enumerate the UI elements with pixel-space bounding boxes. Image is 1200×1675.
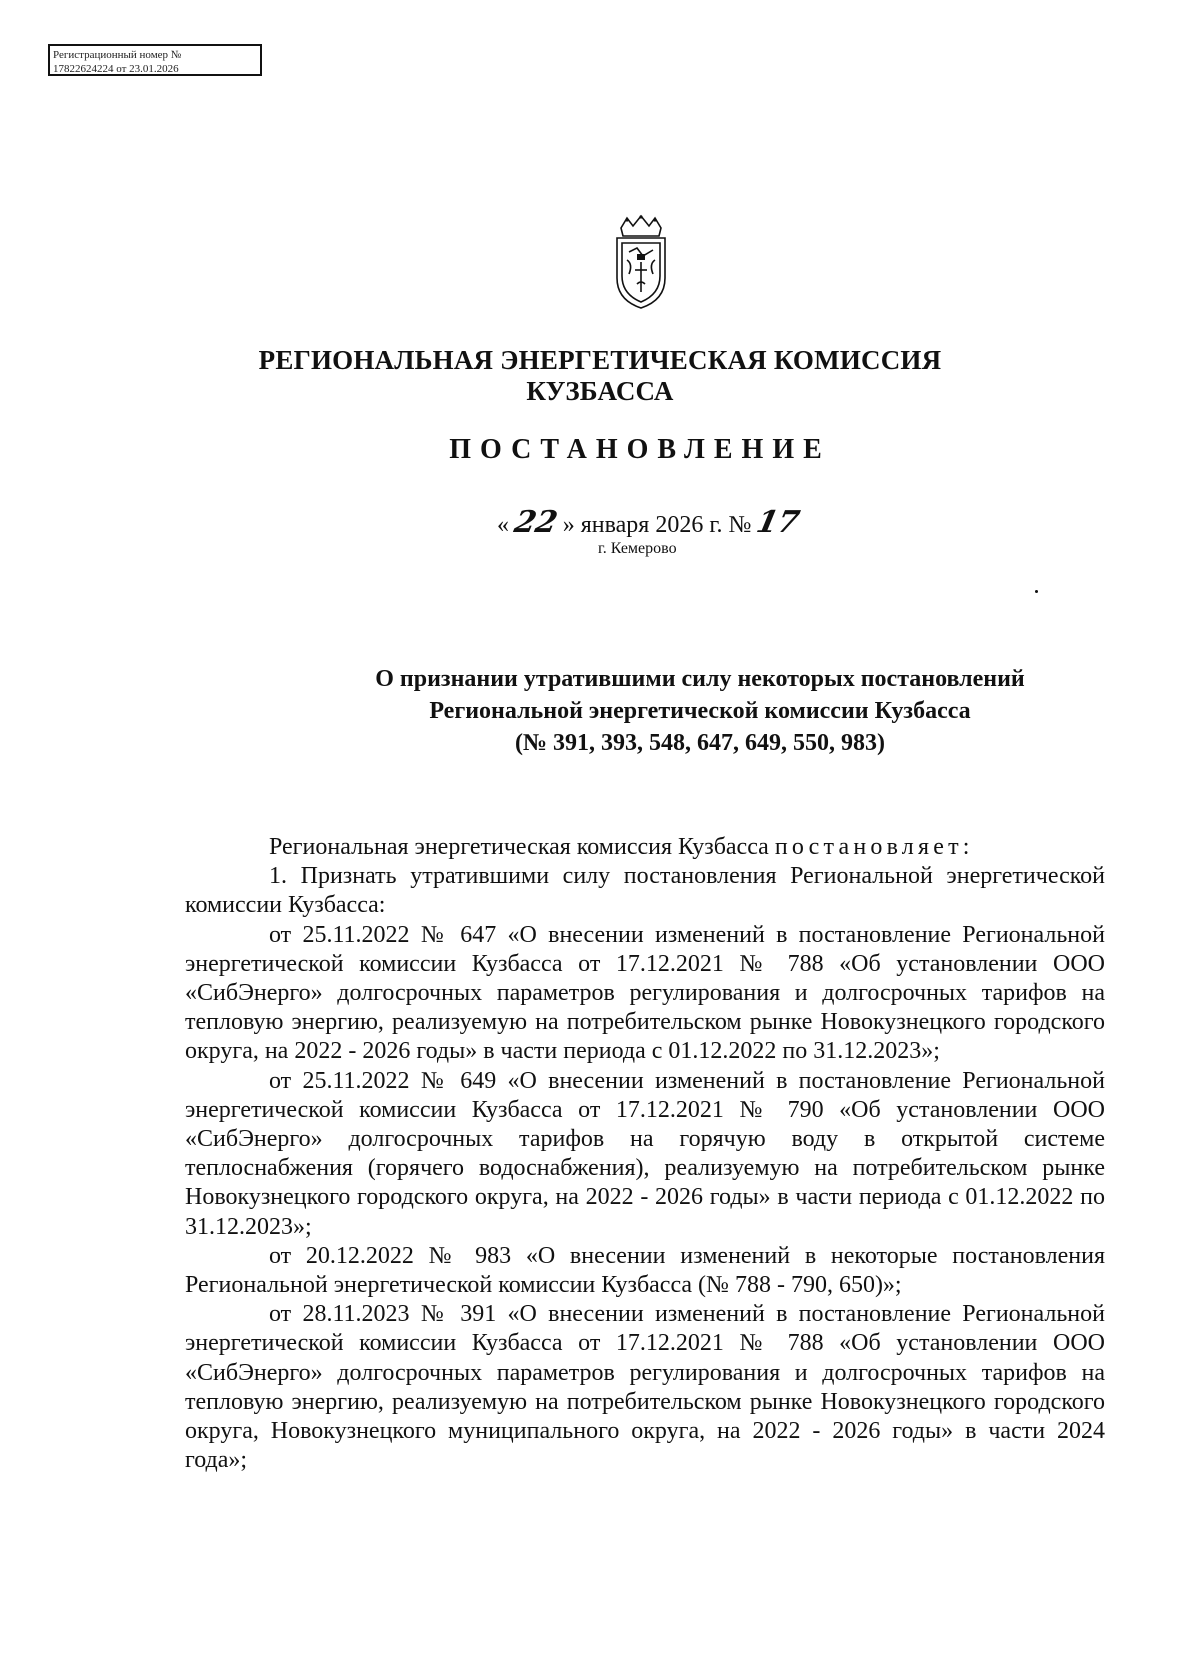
body-paragraph-983: от 20.12.2022 № 983 «О внесении изменений в некоторые постановления Региональной энергетической комиссии Кузбасса (№ 788 - 790, 650)»; xyxy=(185,1242,1105,1299)
stray-dot xyxy=(1035,590,1038,593)
registration-stamp xyxy=(48,44,262,76)
date-open-quote: « xyxy=(497,512,509,538)
registration-number-label: Регистрационный номер № xyxy=(53,49,182,61)
body-paragraph-647: от 25.11.2022 № 647 «О внесении изменений в постановление Региональной энергетической комиссии Кузбасса от 17.12.2021 № 788 «Об установлении ООО «СибЭнерго» долгосрочных параметров регулирования и долгосрочных тарифов на тепловую энергию, реализуемую на потребительском рынке Новокузнецкого городского округа, на 2022 - 2026 годы» в части периода с 01.12.2022 по 31.12.2023»; xyxy=(185,921,1105,1065)
body-intro-colon: : xyxy=(962,834,970,860)
decree-subject xyxy=(0,663,1200,759)
body-intro-text: Региональная энергетическая комиссия Кузбасса xyxy=(269,834,775,860)
subject-line1: О признании утратившими силу некоторых постановлений xyxy=(375,666,1025,692)
city-name: г. Кемерово xyxy=(598,540,677,557)
body-item-1: 1. Признать утратившими силу постановления Региональной энергетической комиссии Кузбасса: xyxy=(185,863,1105,919)
organization-name-line2: КУЗБАССА xyxy=(526,376,674,406)
decree-date-line xyxy=(497,505,803,540)
handwritten-day: 22 xyxy=(511,505,561,540)
document-type-title: ПОСТАНОВЛЕНИЕ xyxy=(449,434,831,465)
subject-line2: Региональной энергетической комиссии Кузбасса xyxy=(429,698,971,724)
body-intro xyxy=(185,833,1105,862)
organization-name-line1: РЕГИОНАЛЬНАЯ ЭНЕРГЕТИЧЕСКАЯ КОМИССИЯ xyxy=(258,345,942,375)
date-close-quote: » xyxy=(562,512,575,538)
body-paragraph-649: от 25.11.2022 № 649 «О внесении изменений в постановление Региональной энергетической комиссии Кузбасса от 17.12.2021 № 790 «Об установлении ООО «СибЭнерго» долгосрочных тарифов на горячую воду в открытой системе теплоснабжения (горячего водоснабжения), реализуемую на потребительском рынке Новокузнецкого городского округа, на 2022 - 2026 годы» в части периода с 01.12.2022 по 31.12.2023»; xyxy=(185,1067,1105,1240)
decree-body xyxy=(185,833,1105,1475)
handwritten-decree-number: 17 xyxy=(753,505,803,540)
body-intro-verb: постановляет xyxy=(774,834,963,860)
subject-line3: (№ 391, 393, 548, 647, 649, 550, 983) xyxy=(514,730,886,756)
body-paragraph-391: от 28.11.2023 № 391 «О внесении изменений в постановление Региональной энергетической комиссии Кузбасса от 17.12.2021 № 788 «Об установлении ООО «СибЭнерго» долгосрочных параметров регулирования и долгосрочных тарифов на тепловую энергию, реализуемую на потребительском рынке Новокузнецкого городского округа, Новокузнецкого муниципального округа, на 2022 - 2026 годы» в части 2024 года»; xyxy=(185,1301,1105,1474)
kuzbass-coat-of-arms-icon xyxy=(607,214,675,310)
registration-number-value: 17822624224 от 23.01.2026 xyxy=(53,63,179,75)
date-month-year: января 2026 г. № xyxy=(580,512,752,538)
